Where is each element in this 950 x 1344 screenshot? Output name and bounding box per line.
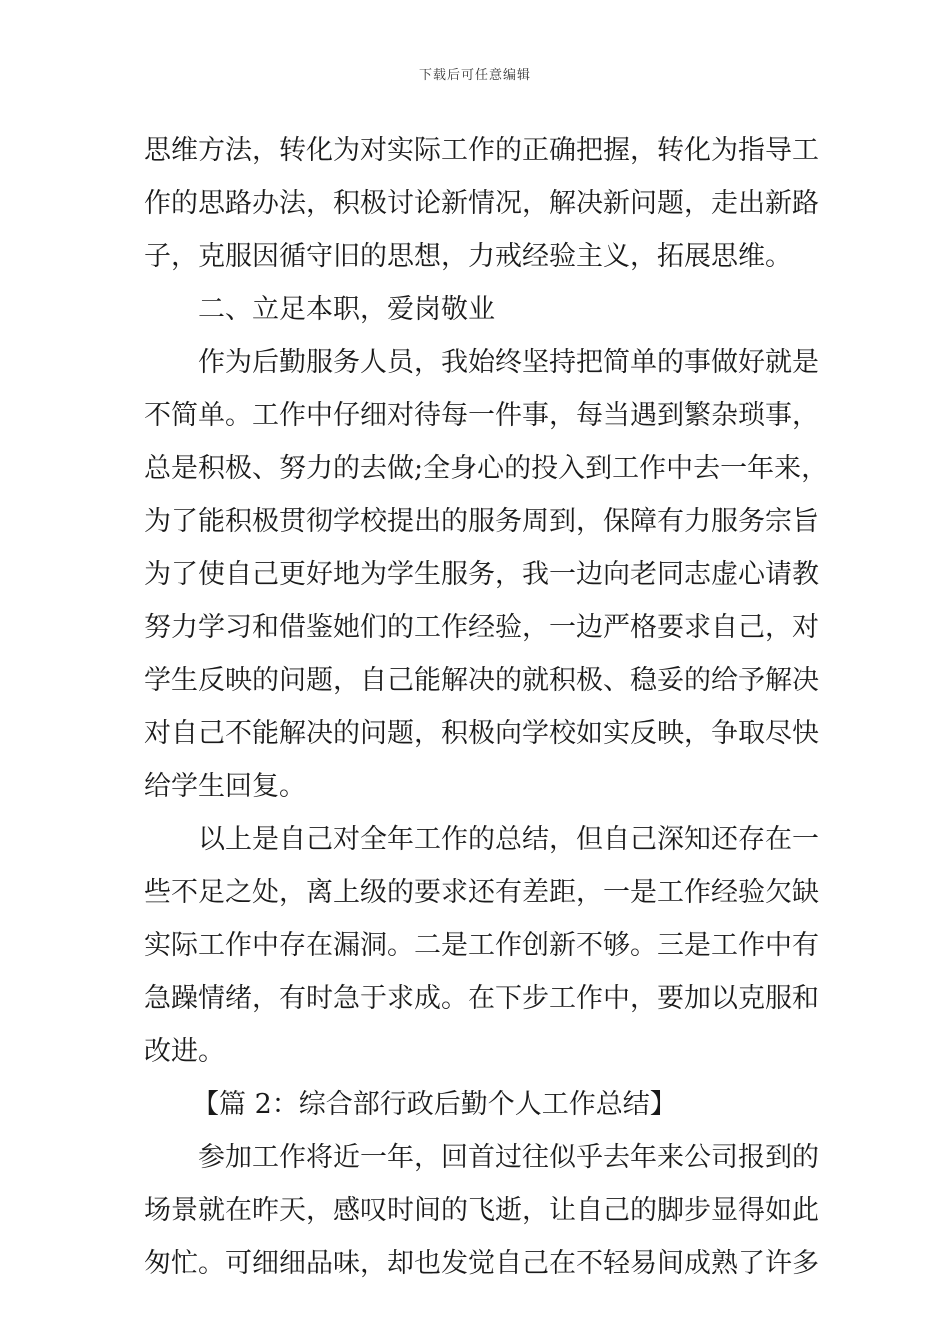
text-line: 实际工作中存在漏洞。二是工作创新不够。三是工作中有 (144, 930, 819, 961)
text-line: 急躁情绪，有时急于求成。在下步工作中，要加以克服和 (144, 983, 819, 1014)
section-heading: 二、立足本职，爱岗敬业 (198, 294, 495, 325)
text-line: 子，克服因循守旧的思想，力戒经验主义，拓展思维。 (144, 241, 792, 272)
article-title: 【篇 2：综合部行政后勤个人工作总结】 (192, 1089, 677, 1120)
page-header: 下载后可任意编辑 (418, 68, 531, 83)
text-line: 以上是自己对全年工作的总结，但自己深知还存在一 (198, 824, 819, 855)
text-line: 思维方法，转化为对实际工作的正确把握，转化为指导工 (144, 135, 819, 166)
text-line: 学生反映的问题，自己能解决的就积极、稳妥的给予解决 (144, 665, 819, 696)
text-line: 参加工作将近一年，回首过往似乎去年来公司报到的 (198, 1142, 819, 1173)
text-line: 给学生回复。 (144, 771, 306, 802)
text-line: 作为后勤服务人员，我始终坚持把简单的事做好就是 (198, 347, 819, 378)
text-line: 努力学习和借鉴她们的工作经验，一边严格要求自己，对 (144, 612, 819, 643)
text-line: 作的思路办法，积极讨论新情况，解决新问题，走出新路 (144, 188, 819, 219)
text-line: 总是积极、努力的去做;全身心的投入到工作中去一年来， (144, 453, 829, 484)
text-line: 场景就在昨天，感叹时间的飞逝，让自己的脚步显得如此 (144, 1195, 819, 1226)
text-line: 不简单。工作中仔细对待每一件事，每当遇到繁杂琐事， (144, 400, 819, 431)
document-body (144, 124, 829, 1290)
text-line: 为了能积极贯彻学校提出的服务周到，保障有力服务宗旨 (144, 506, 819, 537)
text-line: 对自己不能解决的问题，积极向学校如实反映，争取尽快 (144, 718, 819, 749)
text-line: 改进。 (144, 1036, 225, 1067)
text-line: 为了使自己更好地为学生服务，我一边向老同志虚心请教 (144, 559, 819, 590)
text-line: 匆忙。可细细品味，却也发觉自己在不轻易间成熟了许多 (144, 1248, 819, 1279)
text-line: 些不足之处，离上级的要求还有差距，一是工作经验欠缺 (144, 877, 819, 908)
